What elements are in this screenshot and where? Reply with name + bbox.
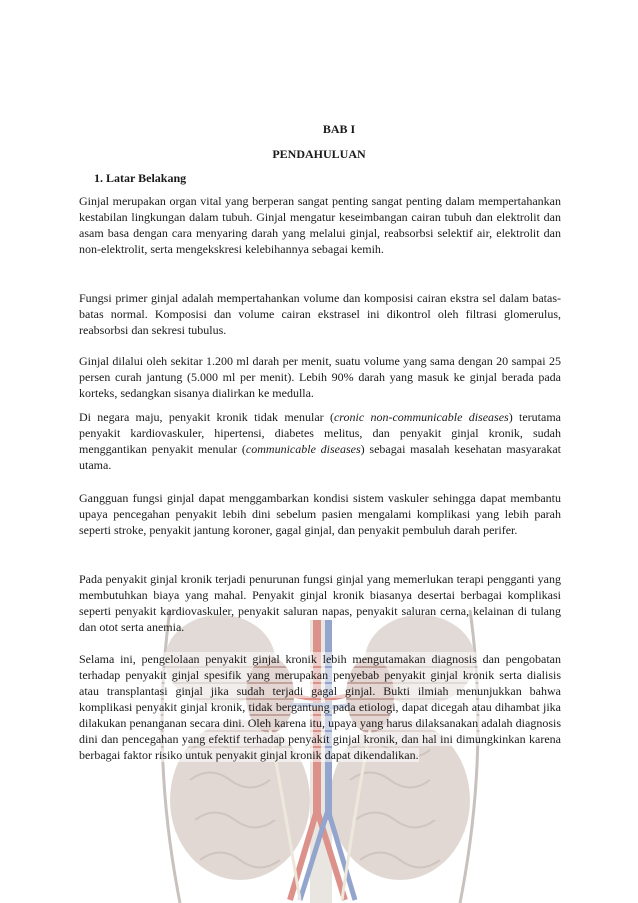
paragraph — [79, 409, 561, 473]
paragraph: Ginjal merupakan organ vital yang berperan sangat penting sangat penting dalam mempertahankan kestabilan lingkungan dalam tubuh. Ginjal mengatur keseimbangan cairan tubuh dan elektrolit dan asam basa dengan cara menyaring darah yang melalui ginjal, reabsorbsi selektif air, elektrolit dan non-elektrolit, serta mengekskresi kelebihannya sebagai kemih. — [79, 194, 561, 256]
paragraph: Ginjal dilalui oleh sekitar 1.200 ml darah per menit, suatu volume yang sama dengan 20 sampai 25 persen curah jantung (5.000 ml per menit). Lebih 90% darah yang masuk ke ginjal berada pada korteks, sedangkan sisanya dialirkan ke medulla. — [79, 354, 561, 400]
chapter-number: BAB I — [322, 122, 356, 136]
paragraph-text: ) terutama penyakit kardiovaskuler, hipertensi, diabetes melitus, dan penyakit ginjal kronik, sudah menggantikan penyakit menular ( — [79, 410, 561, 456]
paragraph-text: Selama ini, pengelolaan penyakit ginjal kronik lebih mengutamakan diagnosis dan pengobatan terhadap penyakit ginjal spesifik yang merupakan penyebab penyakit ginjal kronik serta dialisis atau transplantasi ginjal jika sudah terjadi gagal ginjal. Bukti ilmiah menunjukkan bahwa komplikasi penyakit ginjal kronik, tidak bergantung pada etiologi, dapat dicegah atau dihambat jika dilakukan penanganan secara dini. Oleh karena itu, upaya yang harus dilaksanakan adalah diagnosis dini dan pencegahan yang efektif terhadap penyakit ginjal kronik, dan hal ini dimungkinkan karena berbagai faktor risiko untuk penyakit ginjal kronik dapat dikendalikan. — [79, 652, 561, 762]
italic-term: cronic non-communicable diseases — [333, 410, 509, 424]
paragraph-text: ) sebagai masalah kesehatan masyarakat utama. — [79, 442, 561, 472]
section-heading: 1. Latar Belakang — [94, 171, 187, 185]
paragraph — [79, 651, 561, 763]
paragraph: Pada penyakit ginjal kronik terjadi penurunan fungsi ginjal yang memerlukan terapi pengganti yang membutuhkan biaya yang mahal. Penyakit ginjal kronik biasanya desertai berbagai komplikasi seperti penyakit kardiovaskuler, penyakit saluran napas, penyakit saluran cerna, kelainan di tulang dan otot serta anemia. — [79, 572, 561, 634]
paragraph: Gangguan fungsi ginjal dapat menggambarkan kondisi sistem vaskuler sehingga dapat membantu upaya pencegahan penyakit lebih dini sebelum pasien mengalami komplikasi yang lebih parah seperti stroke, penyakit jantung koroner, gagal ginjal, dan penyakit pembuluh darah perifer. — [79, 491, 561, 537]
paragraph: Fungsi primer ginjal adalah mempertahankan volume dan komposisi cairan ekstra sel dalam batas-batas normal. Komposisi dan volume cairan ekstrasel ini dikontrol oleh filtrasi glomerulus, reabsorbsi dan sekresi tubulus. — [79, 291, 561, 337]
paragraph-text: Di negara maju, penyakit kronik tidak menular ( — [79, 410, 334, 424]
italic-term: communicable diseases — [245, 442, 361, 456]
chapter-title: PENDAHULUAN — [272, 147, 366, 161]
